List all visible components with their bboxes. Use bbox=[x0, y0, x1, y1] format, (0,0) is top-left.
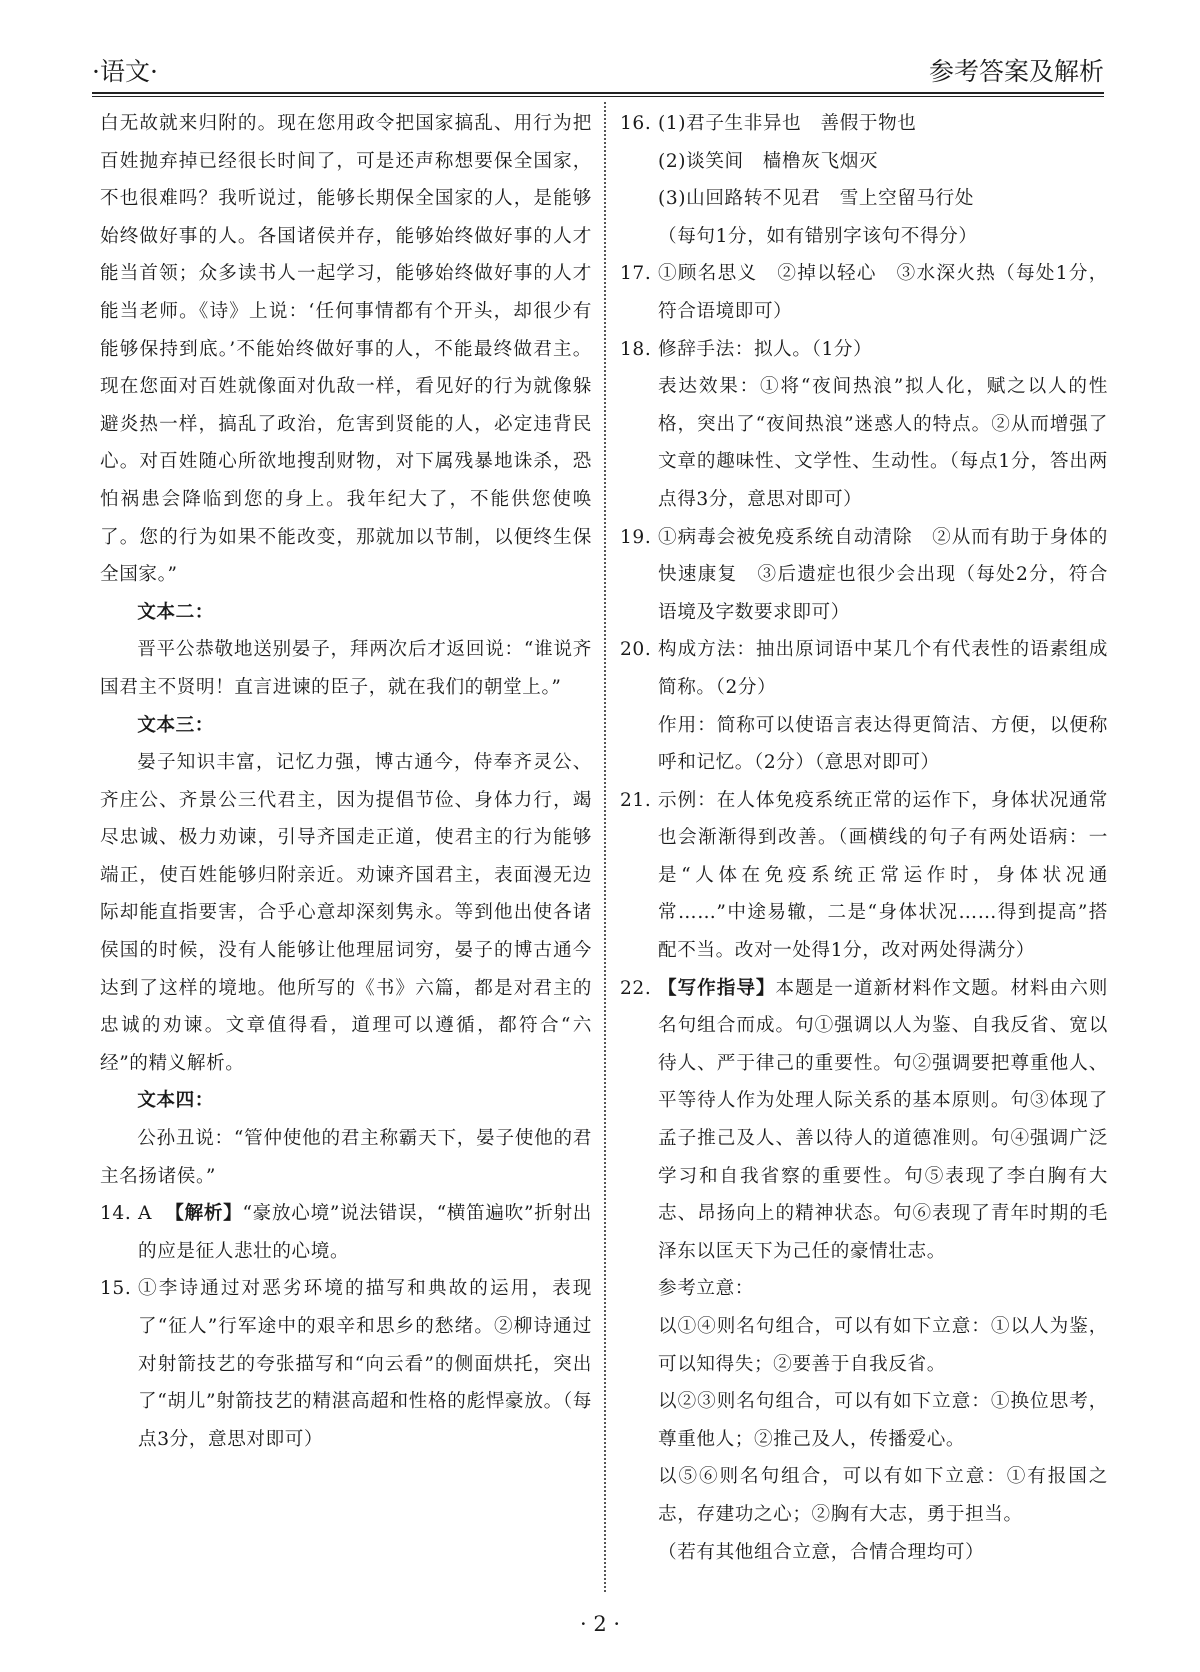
text4-heading: 文本四： bbox=[137, 1090, 214, 1112]
section-title: 参考答案及解析 bbox=[928, 57, 1104, 86]
text2-body: 晋平公恭敬地送别晏子，拜两次后才返回说：“谁说齐国君主不贤明！直言进谏的臣子，就在我们的朝堂上。” bbox=[100, 639, 592, 698]
question-22 bbox=[620, 970, 1108, 1572]
scoring-note: （每句1分，如有错别字该句不得分） bbox=[658, 225, 978, 247]
subject-label: ·语文· bbox=[92, 57, 158, 86]
question-number: 15. bbox=[100, 1278, 132, 1300]
analysis-tag: 【解析】 bbox=[165, 1203, 243, 1225]
question-17 bbox=[620, 255, 1108, 330]
left-column bbox=[100, 105, 592, 1458]
question-number: 21. bbox=[620, 789, 652, 811]
reference-option: 以①④则名句组合，可以有如下立意：①以人为鉴，可以知得失；②要善于自我反省。 bbox=[658, 1316, 1108, 1375]
answer-text bbox=[138, 1195, 592, 1270]
writing-guide-text: 本题是一道新材料作文题。材料由六则名句组合而成。句①强调以人为鉴、自我反省、宽以待人、严于律己的重要性。句②强调要把尊重他人、平等待人作为处理人际关系的基本原则。句③体现了孟子推己及人、善以待人的道德准则。句④强调广泛学习和自我省察的重要性。句⑤表现了李白胸有大志、昂扬向上的精神状态。句⑥表现了青年时期的毛泽东以匡天下为己任的豪情壮志。 bbox=[658, 977, 1108, 1262]
writing-guide bbox=[658, 970, 1108, 1271]
question-21 bbox=[620, 782, 1108, 970]
answer-line: 构成方法：抽出原词语中某几个有代表性的语素组成简称。（2分） bbox=[658, 639, 1108, 698]
question-number: 17. bbox=[620, 263, 652, 285]
scoring-note: （若有其他组合立意，合情合理均可） bbox=[658, 1541, 985, 1563]
reference-heading: 参考立意： bbox=[658, 1278, 754, 1300]
question-18 bbox=[620, 331, 1108, 519]
answer-line: 修辞手法：拟人。（1分） bbox=[658, 338, 873, 360]
translation-paragraph: 白无故就来归附的。现在您用政令把国家搞乱、用行为把百姓抛弃掉已经很长时间了，可是还声称想要保全国家，不也很难吗？我听说过，能够长期保全国家的人，是能够始终做好事的人。各国诸侯并存，能够始终做好事的人才能当首领；众多读书人一起学习，能够始终做好事的人才能当老师。《诗》上说：‘任何事情都有个开头，却很少有能够保持到底。’不能始终做好事的人，不能最终做君主。现在您面对百姓就像面对仇敌一样，看见好的行为就像躲避炎热一样，搞乱了政治，危害到贤能的人，必定违背民心。对百姓随心所欲地搜刮财物，对下属残暴地诛杀，恐怕祸患会降临到您的身上。我年纪大了，不能供您使唤了。您的行为如果不能改变，那就加以节制，以便终生保全国家。” bbox=[100, 113, 592, 586]
answer-line: 表达效果：①将“夜间热浪”拟人化，赋之以人的性格，突出了“夜间热浪”迷惑人的特点。②从而增强了文章的趣味性、文学性、生动性。（每点1分，答出两点得3分，意思对即可） bbox=[658, 376, 1108, 510]
answer-text: ①病毒会被免疫系统自动清除 ②从而有助于身体的快速康复 ③后遗症也很少会出现（每处2分，符合语境及字数要求即可） bbox=[658, 526, 1108, 623]
text3-heading: 文本三： bbox=[137, 714, 214, 736]
answer-line: (2)谈笑间 樯橹灰飞烟灭 bbox=[658, 150, 879, 172]
answer-line: 作用：简称可以使语言表达得更简洁、方便，以便称呼和记忆。（2分）（意思对即可） bbox=[658, 714, 1108, 774]
page-number: · 2 · bbox=[579, 1612, 621, 1636]
question-14 bbox=[100, 1195, 592, 1270]
page-header bbox=[92, 44, 1104, 88]
question-16 bbox=[620, 105, 1108, 255]
question-15 bbox=[100, 1270, 592, 1458]
answer-text: ①李诗通过对恶劣环境的描写和典故的运用，表现了“征人”行军途中的艰辛和思乡的愁绪。②柳诗通过对射箭技艺的夸张描写和“向云看”的侧面烘托，突出了“胡儿”射箭技艺的精湛高超和性格的彪悍豪放。（每点3分，意思对即可） bbox=[138, 1278, 592, 1450]
question-number: 14. bbox=[100, 1203, 132, 1225]
column-divider bbox=[604, 102, 606, 1592]
reference-option: 以②③则名句组合，可以有如下立意：①换位思考，尊重他人；②推己及人，传播爱心。 bbox=[658, 1391, 1108, 1450]
answer-line: (3)山回路转不见君 雪上空留马行处 bbox=[658, 188, 975, 210]
analysis-text: “豪放心境”说法错误，“横笛遍吹”折射出的应是征人悲壮的心境。 bbox=[138, 1203, 592, 1262]
question-19 bbox=[620, 519, 1108, 632]
text3-body: 晏子知识丰富，记忆力强，博古通今，侍奉齐灵公、齐庄公、齐景公三代君主，因为提倡节俭、身体力行，竭尽忠诚、极力劝谏，引导齐国走正道，使君主的行为能够端正，使百姓能够归附亲近。劝谏齐国君主，表面漫无边际却能直指要害，合乎心意却深刻隽永。等到他出使各诸侯国的时候，没有人能够让他理屈词穷，晏子的博古通今达到了这样的境地。他所写的《书》六篇，都是对君主的忠诚的劝谏。文章值得看，道理可以遵循，都符合“六经”的精义解析。 bbox=[100, 752, 592, 1074]
answer-text: ①顾名思义 ②掉以轻心 ③水深火热（每处1分，符合语境即可） bbox=[658, 263, 1108, 322]
question-number: 22. bbox=[620, 977, 652, 999]
question-number: 20. bbox=[620, 639, 652, 661]
right-column bbox=[620, 105, 1108, 1571]
question-number: 16. bbox=[620, 113, 652, 134]
answer-line: (1)君子生非异也 善假于物也 bbox=[658, 113, 917, 134]
text2-heading: 文本二： bbox=[137, 601, 214, 623]
text4-body: 公孙丑说：“管仲使他的君主称霸天下，晏子使他的君主名扬诸侯。” bbox=[100, 1128, 592, 1187]
question-number: 18. bbox=[620, 338, 652, 360]
answer-text: 示例：在人体免疫系统正常的运作下，身体状况通常也会渐渐得到改善。（画横线的句子有两处语病：一是“人体在免疫系统正常运作时，身体状况通常……”中途易辙，二是“身体状况……得到提高”搭配不当。改对一处得1分，改对两处得满分） bbox=[658, 789, 1108, 962]
writing-guide-tag: 【写作指导】 bbox=[658, 977, 776, 999]
header-rule-thin bbox=[92, 96, 1104, 97]
question-number: 19. bbox=[620, 526, 652, 548]
header-rule bbox=[92, 92, 1104, 94]
reference-option: 以⑤⑥则名句组合，可以有如下立意：①有报国之志，存建功之心；②胸有大志，勇于担当。 bbox=[658, 1466, 1108, 1525]
question-20 bbox=[620, 631, 1108, 781]
answer-choice: A bbox=[138, 1203, 153, 1225]
